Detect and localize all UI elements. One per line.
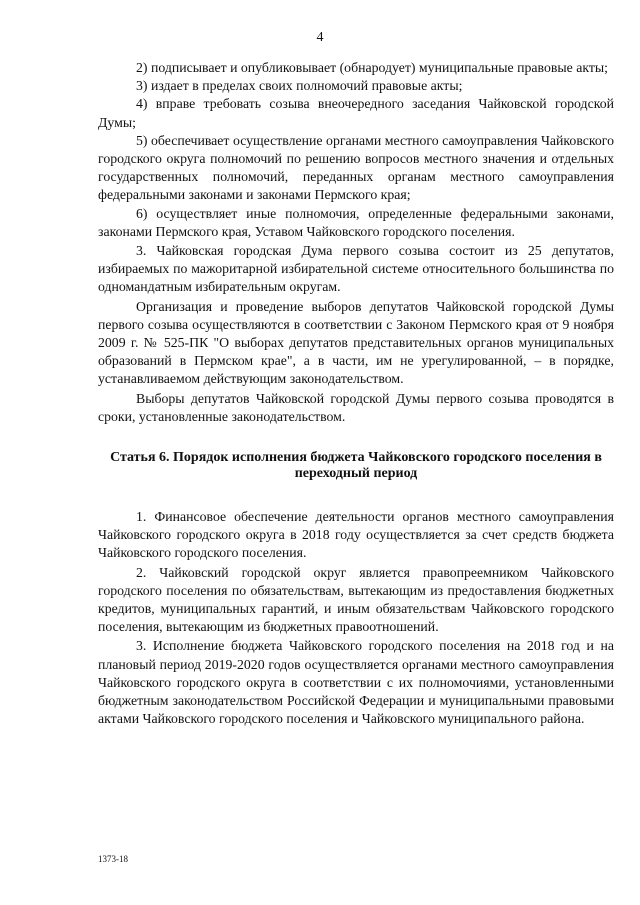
paragraph-item-2: 2) подписывает и опубликовывает (обнародует) муниципальные правовые акты; (136, 60, 608, 75)
document-code: 1373-18 (98, 854, 128, 864)
paragraph-clause-2: 2. Чайковский городской округ является правопреемником Чайковского городского поселения по обязательствам, вытекающим из предоставления бюджетных кредитов, муниципальных гарантий, и иным обязательствам Чайковского городского поселения, вытекающим из бюджетных правоотношений. (98, 564, 614, 635)
paragraph-elections-timing: Выборы депутатов Чайковской городской Думы первого созыва проводятся в сроки, установленные законодательством. (98, 390, 614, 424)
paragraph-item-6: 6) осуществляет иные полномочия, определенные федеральными законами, законами Пермского края, Уставом Чайковского городского поселения. (98, 205, 614, 239)
paragraph-clause-3-budget: 3. Исполнение бюджета Чайковского городского поселения на 2018 год и на плановый период 2019-2020 годов осуществляется органами местного самоуправления Чайковского городского округа в соответствии с их полномочиями, установленными бюджетным законодательством Российской Федерации и муниципальными правовыми актами Чайковского городского поселения и Чайковского муниципального района. (98, 638, 614, 727)
paragraph-clause-3: 3. Чайковская городская Дума первого созыва состоит из 25 депутатов, избираемых по мажоритарной избирательной системе относительного большинства по одномандатным избирательным округам. (98, 243, 614, 295)
paragraph-elections-organization: Организация и проведение выборов депутатов Чайковской городской Думы первого созыва осуществляются в соответствии с Законом Пермского края от 9 ноября 2009 г. № 525-ПК "О выборах депутатов представительных органов муниципальных образований в Пермском крае", а в части, им не урегулированной, – в порядке, устанавливаемом действующим законодательством. (98, 298, 614, 387)
page-number: 4 (316, 30, 324, 45)
paragraph-item-3: 3) издает в пределах своих полномочий правовые акты; (136, 78, 463, 94)
article-heading: Статья 6. Порядок исполнения бюджета Чайковского городского поселения в переходный период (110, 450, 602, 482)
paragraph-item-5: 5) обеспечивает осуществление органами местного самоуправления Чайковского городского округа полномочий по решению вопросов местного значения и отдельных государственных полномочий, переданных органам местного самоуправления федеральными законами и законами Пермского края; (98, 132, 614, 203)
paragraph-clause-1: 1. Финансовое обеспечение деятельности органов местного самоуправления Чайковского городского округа в 2018 году осуществляется за счет средств бюджета Чайковского городского поселения. (98, 509, 614, 561)
paragraph-item-4: 4) вправе требовать созыва внеочередного заседания Чайковской городской Думы; (98, 96, 614, 130)
document-body (98, 59, 614, 729)
